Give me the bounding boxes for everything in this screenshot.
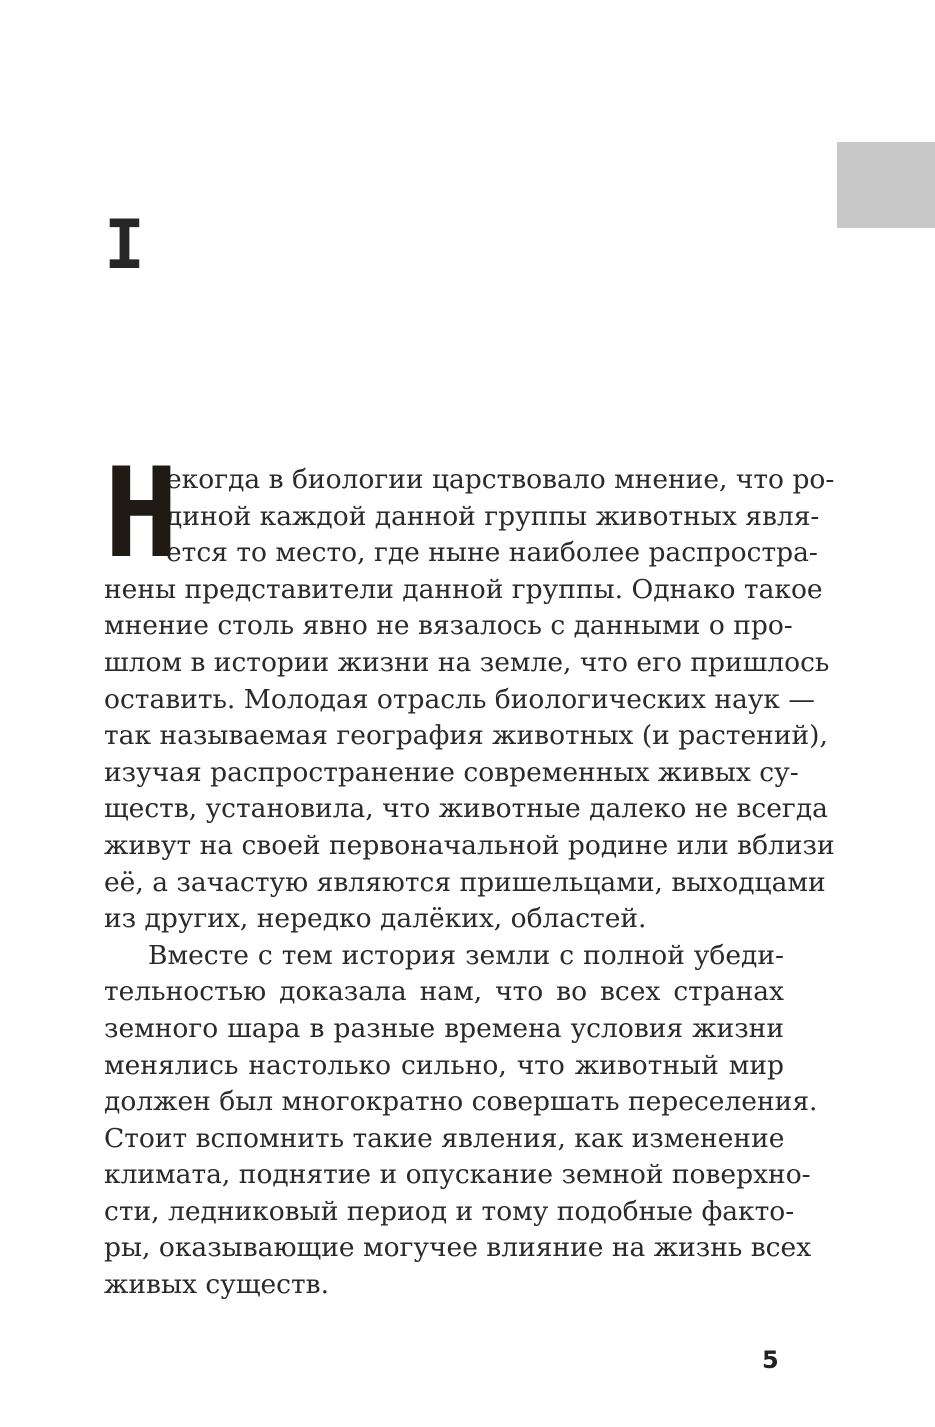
text-line: так называемая география животных (и растений),	[104, 720, 828, 752]
text-line: мнение столь явно не вязалось с данными о про-	[104, 610, 793, 642]
text-line: ры, оказывающие могучее влияние на жизнь всех	[104, 1232, 812, 1264]
drop-cap: Н	[104, 442, 179, 586]
text-line: менялись настолько сильно, что животный мир	[104, 1049, 784, 1081]
text-line: живут на своей первоначальной родине или вблизи	[104, 829, 835, 861]
text-line: изучая распространение современных живых су-	[104, 756, 799, 788]
text-line: оставить. Молодая отрасль биологических наук —	[104, 683, 815, 715]
text-line: климата, поднятие и опускание земной поверхно-	[104, 1159, 811, 1191]
text-line: земного шара в разные времена условия жизни	[104, 1012, 784, 1044]
text-line: тельностью доказала нам, что во всех странах	[104, 976, 784, 1008]
page-number: 5	[762, 1346, 779, 1374]
text-line: живых существ.	[104, 1269, 330, 1301]
text-line: диной каждой данной группы животных явля-	[166, 500, 820, 532]
chapter-numeral: I	[104, 206, 145, 285]
chapter-tab-marker	[837, 142, 935, 228]
text-line: шлом в истории жизни на земле, что его пришлось	[104, 646, 830, 678]
text-line: екогда в биологии царствовало мнение, что ро-	[166, 464, 835, 495]
text-line: нены представители данной группы. Однако такое	[104, 573, 823, 605]
text-line: из других, нередко далёких, областей.	[104, 903, 647, 935]
body-text	[104, 442, 835, 1304]
text-line: Стоит вспомнить такие явления, как изменение	[104, 1122, 785, 1154]
text-line: Вместе с тем история земли с полной убеди-	[148, 939, 784, 971]
text-line: сти, ледниковый период и тому подобные факто-	[104, 1195, 795, 1227]
text-line: должен был многократно совершать переселения.	[104, 1086, 818, 1118]
text-line: её, а зачастую являются пришельцами, выходцами	[104, 866, 826, 898]
text-line: ется то место, где ныне наиболее распростра-	[166, 537, 818, 569]
text-line: ществ, установила, что животные далеко не всегда	[104, 793, 828, 825]
